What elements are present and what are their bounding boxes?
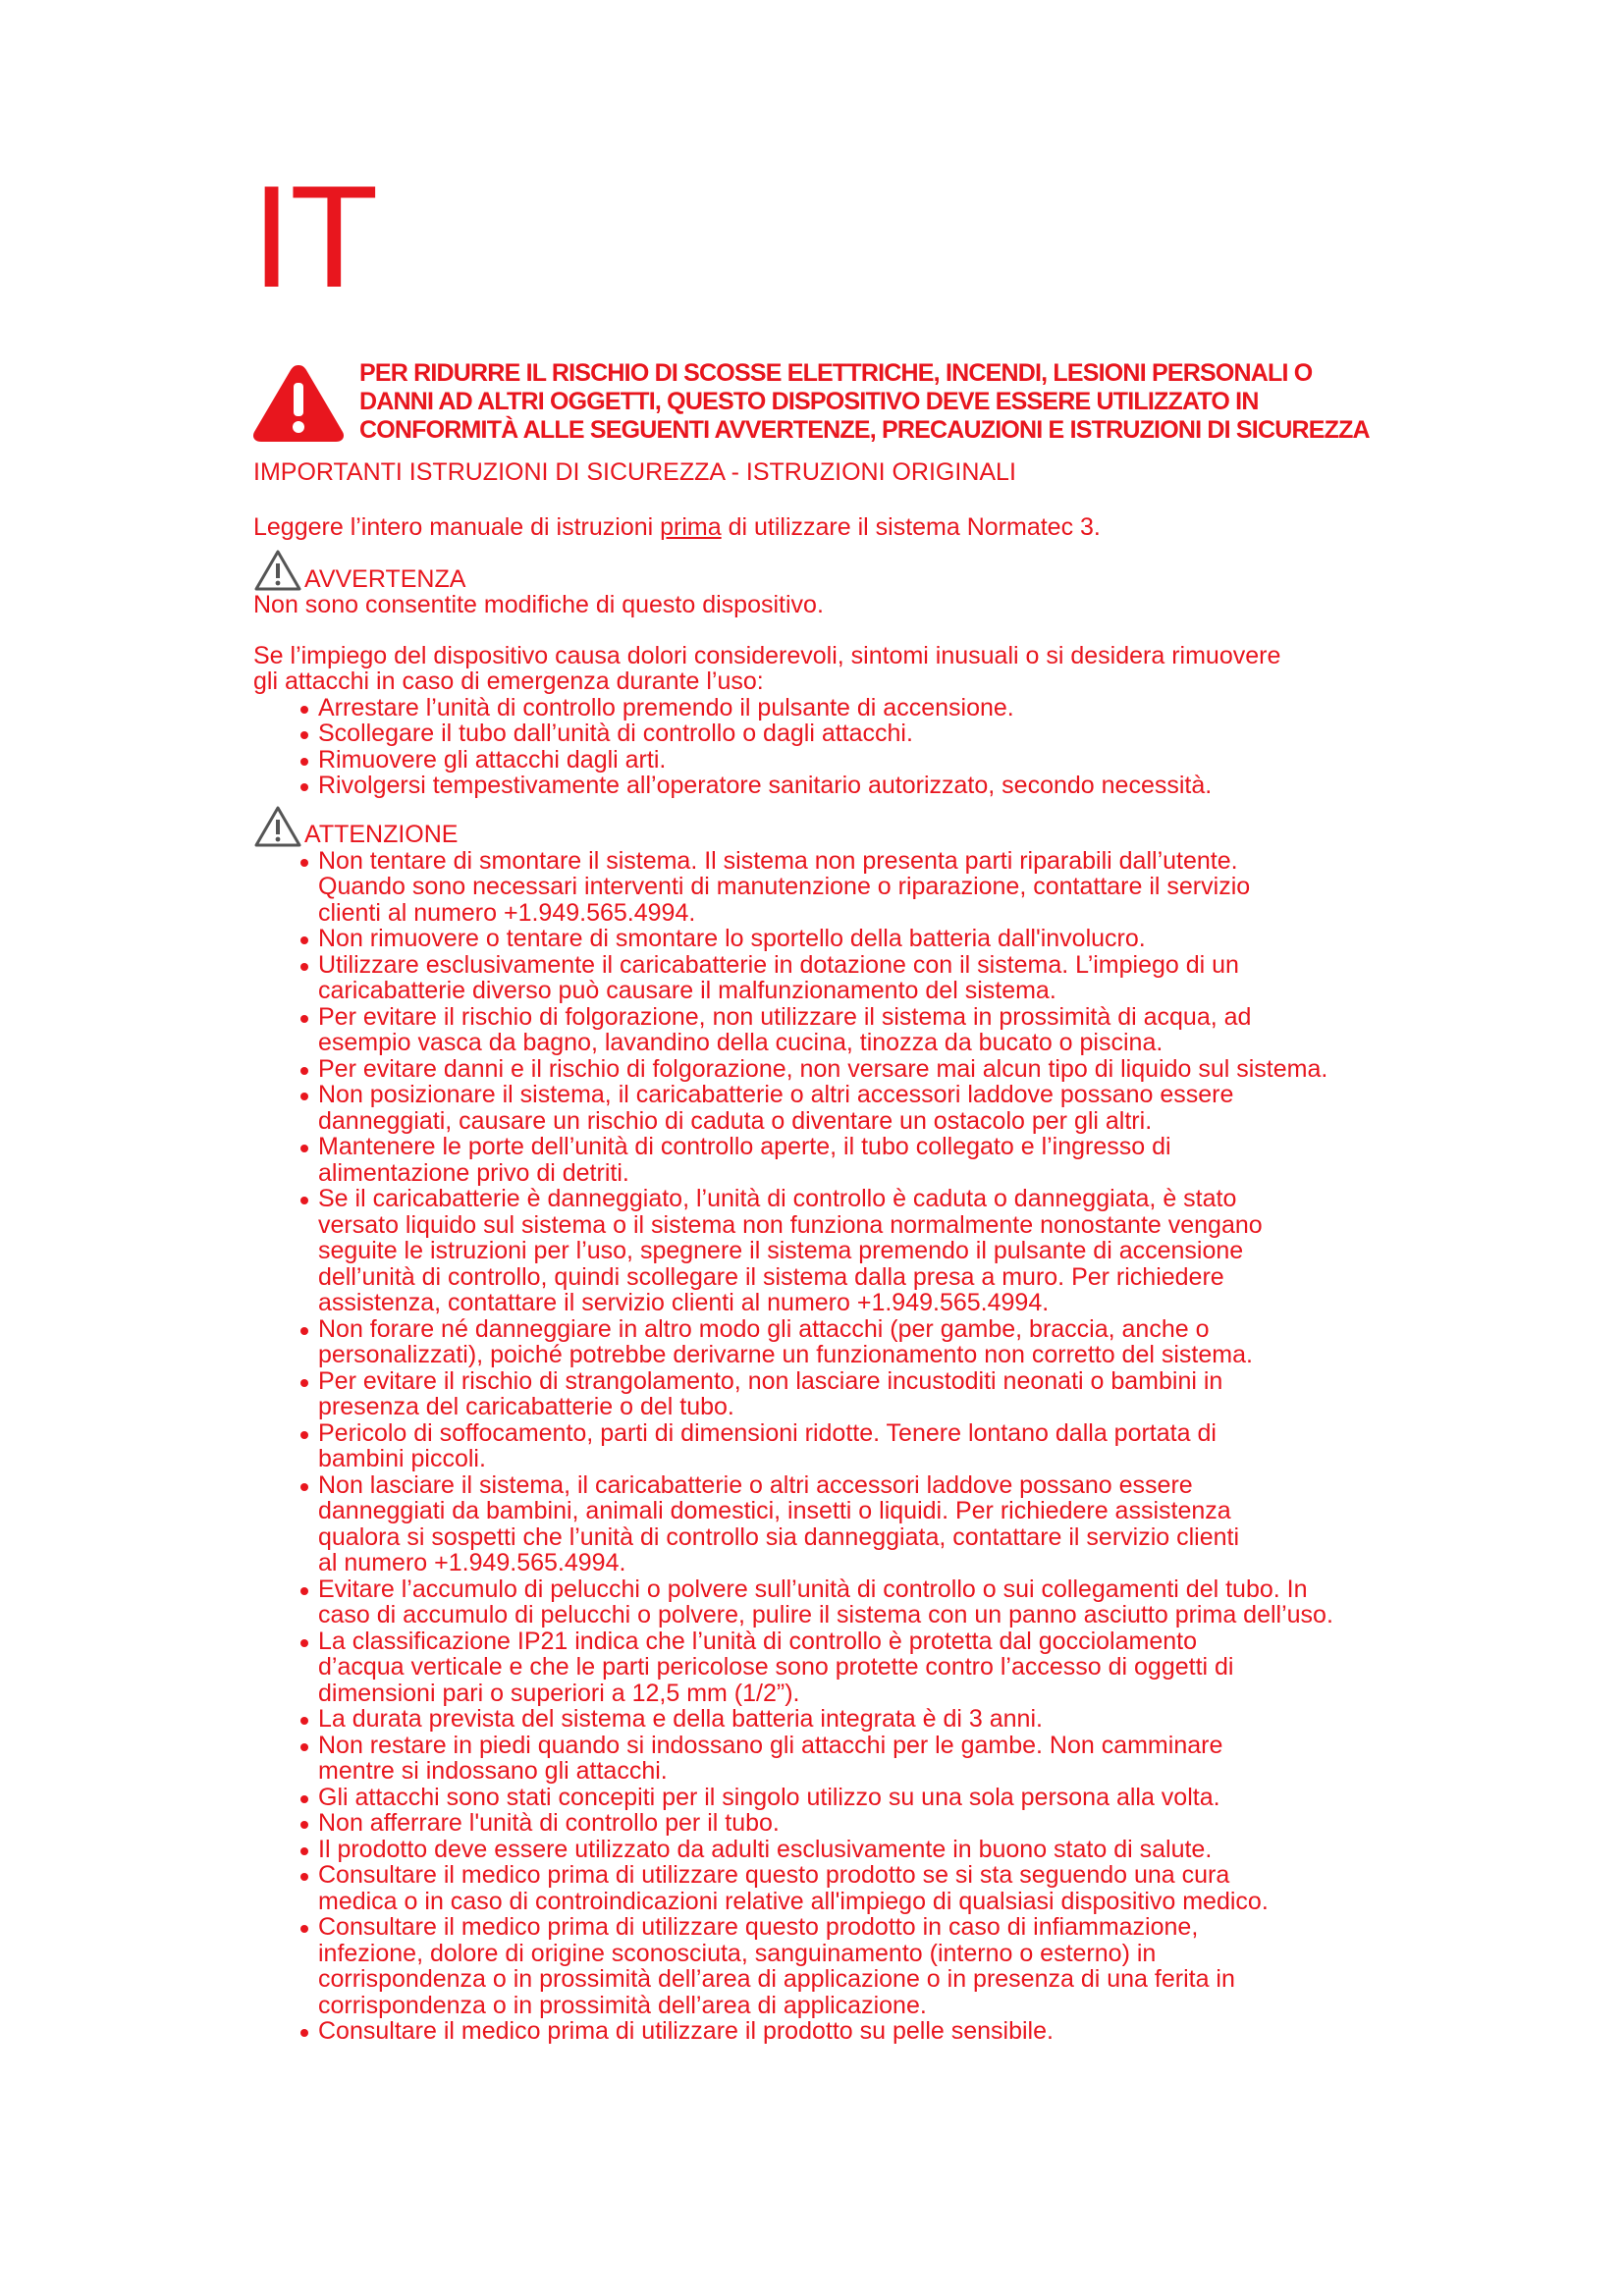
caution-item <box>298 1472 1392 1576</box>
caution-item-line: d’acqua verticale e che le parti pericolose sono protette contro l’accesso di oggetti di <box>318 1653 1234 1681</box>
warning-text: Non sono consentite modifiche di questo dispositivo. <box>253 591 824 618</box>
caution-item-line: presenza del caricabatterie o del tubo. <box>318 1393 734 1420</box>
warning-step: Rivolgersi tempestivamente all’operatore sanitario autorizzato, secondo necessità. <box>298 773 1392 799</box>
caution-item-line: infezione, dolore di origine sconosciuta, sanguinamento (interno o esterno) in <box>318 1939 1157 1967</box>
danger-line: DANNI AD ALTRI OGGETTI, QUESTO DISPOSITIVO DEVE ESSERE UTILIZZATO IN <box>359 388 1259 415</box>
caution-item-line: seguite le istruzioni per l’uso, spegnere il sistema premendo il pulsante di accensione <box>318 1237 1244 1264</box>
emergency-line: gli attacchi in caso di emergenza durante l’uso: <box>253 667 764 695</box>
caution-item <box>298 1810 1392 1837</box>
caution-item <box>298 1186 1392 1316</box>
caution-item-line: corrispondenza o in prossimità dell’area di applicazione. <box>318 1991 927 2019</box>
caution-item-line: Non lasciare il sistema, il caricabatterie o altri accessori laddove possano essere <box>318 1470 1193 1499</box>
caution-item <box>298 1316 1392 1368</box>
intro-before: Leggere l’intero manuale di istruzioni <box>253 512 661 541</box>
caution-item-line: La durata prevista del sistema e della batteria integrata è di 3 anni. <box>318 1705 1043 1733</box>
intro-text <box>253 514 1392 541</box>
language-code: IT <box>251 156 377 318</box>
danger-line: CONFORMITÀ ALLE SEGUENTI AVVERTENZE, PRECAUZIONI E ISTRUZIONI DI SICUREZZA <box>359 416 1370 444</box>
caution-item-line: medica o in caso di controindicazioni relative all'impiego di qualsiasi dispositivo medico. <box>318 1887 1269 1915</box>
caution-item <box>298 1862 1392 1914</box>
caution-item-line: Non afferrare l'unità di controllo per il tubo. <box>318 1809 780 1837</box>
caution-item <box>298 1706 1392 1733</box>
warning-title: AVVERTENZA <box>304 564 466 593</box>
caution-item <box>298 848 1392 927</box>
caution-item-line: versato liquido sul sistema o il sistema non funziona normalmente nonostante vengano <box>318 1210 1263 1239</box>
caution-item <box>298 926 1392 952</box>
caution-item-line: La classificazione IP21 indica che l’unità di controllo è protetta dal gocciolamento <box>318 1627 1197 1655</box>
intro-after: di utilizzare il sistema Normatec 3. <box>721 512 1101 541</box>
caution-item-line: Consultare il medico prima di utilizzare il prodotto su pelle sensibile. <box>318 2017 1054 2045</box>
caution-item <box>298 1082 1392 1134</box>
caution-item <box>298 1785 1392 1811</box>
danger-banner <box>251 359 1390 445</box>
caution-item-line: danneggiati da bambini, animali domestici, insetti o liquidi. Per richiedere assistenza <box>318 1497 1231 1524</box>
caution-item-line: Se il caricabatterie è danneggiato, l’unità di controllo è caduta o danneggiata, è stato <box>318 1185 1237 1212</box>
caution-item <box>298 1629 1392 1707</box>
caution-item-line: danneggiati, causare un rischio di caduta o diventare un ostacolo per gli altri. <box>318 1106 1153 1135</box>
caution-item-line: Per evitare danni e il rischio di folgorazione, non versare mai alcun tipo di liquido sul sistema. <box>318 1054 1328 1083</box>
caution-item-line: Quando sono necessari interventi di manutenzione o riparazione, contattare il servizio <box>318 873 1251 900</box>
caution-item <box>298 1914 1392 2018</box>
warning-steps-list <box>253 695 1392 799</box>
warning-triangle-icon <box>253 549 302 592</box>
caution-item <box>298 2018 1392 2045</box>
caution-item-line: personalizzati), poiché potrebbe derivarne un funzionamento non corretto del sistema. <box>318 1341 1253 1368</box>
caution-item <box>298 1733 1392 1785</box>
caution-item-line: bambini piccoli. <box>318 1445 486 1472</box>
caution-item-line: Gli attacchi sono stati concepiti per il singolo utilizzo su una sola persona alla volta. <box>318 1783 1220 1811</box>
caution-item-line: Mantenere le porte dell’unità di controllo aperte, il tubo collegato e l’ingresso di <box>318 1133 1171 1160</box>
caution-item-line: Evitare l’accumulo di pelucchi o polvere sull’unità di controllo o sui collegamenti del tubo. In <box>318 1575 1308 1603</box>
caution-triangle-icon <box>253 805 302 848</box>
caution-item-line: dell’unità di controllo, quindi scollegare il sistema dalla presa a muro. Per richiedere <box>318 1262 1224 1291</box>
emergency-line: Se l’impiego del dispositivo causa dolori considerevoli, sintomi inusuali o si desidera rimuovere <box>253 641 1281 669</box>
intro-underlined: prima <box>660 512 722 541</box>
caution-item-line: Per evitare il rischio di folgorazione, non utilizzare il sistema in prossimità di acqua, ad <box>318 1002 1252 1031</box>
caution-item <box>298 1837 1392 1863</box>
caution-item <box>298 952 1392 1004</box>
caution-item-line: esempio vasca da bagno, lavandino della cucina, tinozza da bucato o piscina. <box>318 1029 1164 1056</box>
caution-item <box>298 1134 1392 1186</box>
caution-item-line: Consultare il medico prima di utilizzare questo prodotto in caso di infiammazione, <box>318 1913 1199 1941</box>
caution-item <box>298 1004 1392 1056</box>
caution-item-line: caso di accumulo di pelucchi o polvere, pulire il sistema con un panno asciutto prima dell’uso. <box>318 1601 1333 1629</box>
warning-step: Arrestare l’unità di controllo premendo il pulsante di accensione. <box>298 695 1392 721</box>
caution-item-line: Pericolo di soffocamento, parti di dimensioni ridotte. Tenere lontano dalla portata di <box>318 1418 1217 1447</box>
caution-item-line: dimensioni pari o superiori a 12,5 mm (1/2”). <box>318 1679 800 1707</box>
caution-item-line: alimentazione privo di detriti. <box>318 1158 629 1187</box>
caution-item-line: Non forare né danneggiare in altro modo gli attacchi (per gambe, braccia, anche o <box>318 1314 1210 1343</box>
caution-item-line: Non tentare di smontare il sistema. Il sistema non presenta parti riparabili dall’utente. <box>318 846 1238 875</box>
warning-step: Rimuovere gli attacchi dagli arti. <box>298 747 1392 774</box>
caution-item-line: Il prodotto deve essere utilizzato da adulti esclusivamente in buono stato di salute. <box>318 1835 1213 1863</box>
danger-text <box>359 359 1370 445</box>
safety-content <box>253 459 1392 2045</box>
caution-item-line: Consultare il medico prima di utilizzare questo prodotto se si sta seguendo una cura <box>318 1861 1230 1889</box>
caution-item <box>298 1576 1392 1629</box>
caution-item <box>298 1368 1392 1420</box>
caution-item <box>298 1056 1392 1083</box>
warning-step: Scollegare il tubo dall’unità di controllo o dagli attacchi. <box>298 721 1392 747</box>
caution-list <box>253 848 1392 2045</box>
warning-heading <box>253 557 1392 592</box>
caution-title: ATTENZIONE <box>304 821 459 848</box>
caution-item-line: al numero +1.949.565.4994. <box>318 1549 626 1576</box>
caution-item-line: mentre si indossano gli attacchi. <box>318 1757 668 1785</box>
caution-item-line: assistenza, contattare il servizio clienti al numero +1.949.565.4994. <box>318 1289 1050 1316</box>
caution-item-line: Non rimuovere o tentare di smontare lo sportello della batteria dall'involucro. <box>318 925 1146 952</box>
section-title: IMPORTANTI ISTRUZIONI DI SICUREZZA - ISTRUZIONI ORIGINALI <box>253 458 1016 486</box>
caution-item-line: Utilizzare esclusivamente il caricabatterie in dotazione con il sistema. L’impiego di un <box>318 950 1239 979</box>
caution-item <box>298 1420 1392 1472</box>
caution-item-line: caricabatterie diverso può causare il malfunzionamento del sistema. <box>318 977 1056 1004</box>
caution-item-line: clienti al numero +1.949.565.4994. <box>318 898 696 927</box>
caution-item-line: Per evitare il rischio di strangolamento, non lasciare incustoditi neonati o bambini in <box>318 1366 1223 1395</box>
caution-item-line: Non restare in piedi quando si indossano gli attacchi per le gambe. Non camminare <box>318 1731 1223 1759</box>
caution-item-line: qualora si sospetti che l’unità di controllo sia danneggiata, contattare il servizio clienti <box>318 1522 1240 1551</box>
caution-heading <box>253 813 1392 848</box>
danger-triangle-icon <box>251 361 346 444</box>
caution-item-line: Non posizionare il sistema, il caricabatterie o altri accessori laddove possano essere <box>318 1081 1234 1108</box>
caution-item-line: corrispondenza o in prossimità dell’area di applicazione o in presenza di una ferita in <box>318 1965 1235 1993</box>
danger-line: PER RIDURRE IL RISCHIO DI SCOSSE ELETTRICHE, INCENDI, LESIONI PERSONALI O <box>359 359 1313 387</box>
